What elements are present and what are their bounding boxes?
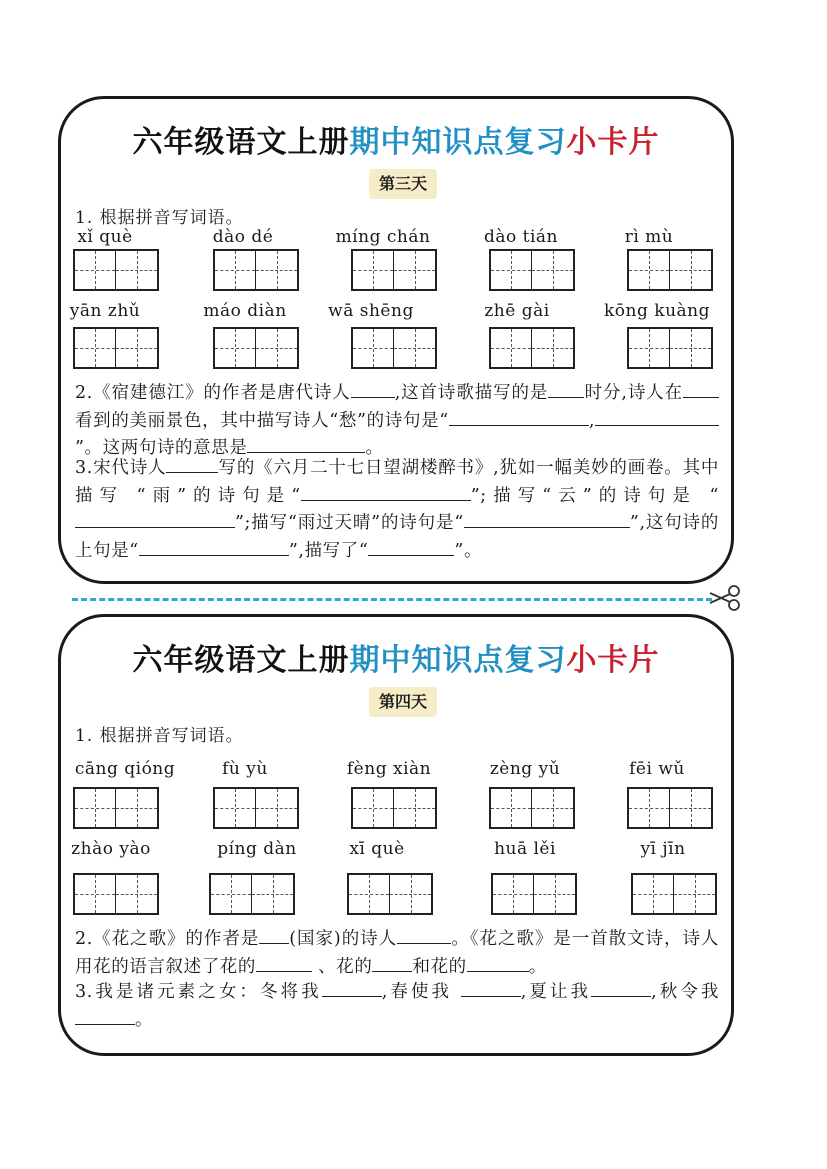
question-2: 2.《宿建德江》的作者是唐代诗人 ,这首诗歌描写的是 时分,诗人在看到的美丽景色，其中描写诗人“愁”的诗句是“ ,”。这两句诗的意思是 。 [75, 379, 719, 462]
answer-blank[interactable] [368, 537, 454, 556]
title-part-grade: 六年级语文上册 [132, 643, 350, 678]
title-part-card: 小卡片 [566, 643, 660, 678]
pinyin-item: huā lěi [494, 839, 556, 859]
answer-blank[interactable] [166, 454, 218, 473]
scissors-icon [708, 584, 742, 612]
answer-blank[interactable] [461, 978, 521, 997]
writing-box[interactable] [489, 249, 575, 291]
pinyin-item: cāng qióng [74, 759, 176, 779]
pinyin-row-1 [61, 759, 731, 785]
pinyin-item: dào dé [212, 227, 274, 247]
title-part-midterm: 期中知识点复习 [349, 643, 567, 678]
pinyin-item: zèng yǔ [489, 759, 561, 779]
writing-grid-row-2 [61, 873, 731, 917]
pinyin-item: yī jīn [640, 839, 686, 859]
answer-blank[interactable] [351, 379, 395, 398]
writing-box[interactable] [491, 873, 577, 915]
review-card-day-3 [58, 96, 734, 584]
answer-blank[interactable] [75, 1006, 135, 1025]
pinyin-item: fēi wǔ [629, 759, 685, 779]
question-1-heading: 1. 根据拼音写词语。 [75, 726, 244, 746]
writing-box[interactable] [631, 873, 717, 915]
pinyin-item: zhē gài [484, 301, 550, 321]
pinyin-item: fù yù [222, 759, 268, 779]
title-part-midterm: 期中知识点复习 [349, 125, 567, 160]
writing-box[interactable] [213, 787, 299, 829]
writing-box[interactable] [489, 327, 575, 369]
pinyin-row-2 [61, 839, 731, 865]
writing-box[interactable] [213, 249, 299, 291]
writing-box[interactable] [213, 327, 299, 369]
answer-blank[interactable] [256, 953, 312, 972]
answer-blank[interactable] [591, 978, 651, 997]
pinyin-item: kōng kuàng [604, 301, 710, 321]
writing-box[interactable] [627, 249, 713, 291]
answer-blank[interactable] [247, 434, 365, 453]
writing-box[interactable] [73, 873, 159, 915]
pinyin-item: wā shēng [328, 301, 414, 321]
question-2: 2.《花之歌》的作者是 (国家)的诗人 。《花之歌》是一首散文诗，诗人用花的语言叙述了花的 、花的 和花的 。 [75, 925, 719, 980]
cut-line [72, 598, 712, 601]
answer-blank[interactable] [467, 953, 529, 972]
writing-grid-row-1 [61, 249, 731, 293]
title-part-card: 小卡片 [566, 125, 660, 160]
pinyin-item: xī què [349, 839, 405, 859]
writing-grid-row-2 [61, 327, 731, 371]
writing-box[interactable] [627, 787, 713, 829]
day-badge: 第三天 [369, 169, 437, 199]
answer-blank[interactable] [322, 978, 382, 997]
answer-blank[interactable] [259, 925, 289, 944]
answer-blank[interactable] [464, 509, 630, 528]
pinyin-item: xǐ què [77, 227, 133, 247]
pinyin-item: zhào yào [71, 839, 151, 859]
writing-box[interactable] [489, 787, 575, 829]
card-title [61, 117, 731, 161]
answer-blank[interactable] [449, 407, 589, 426]
answer-blank[interactable] [372, 953, 412, 972]
writing-box[interactable] [347, 873, 433, 915]
question-3: 3.宋代诗人 写的《六月二十七日望湖楼醉书》,犹如一幅美妙的画卷。其中描写 “雨”的诗句是“ ”;描写“云”的诗句是 “”;描写“雨过天晴”的诗句是“ ”,这句诗的上句是“ ”,描写了“ ”。 [75, 454, 719, 564]
writing-box[interactable] [73, 327, 159, 369]
writing-box[interactable] [209, 873, 295, 915]
pinyin-row-2 [61, 301, 731, 327]
day-badge: 第四天 [369, 687, 437, 717]
answer-blank[interactable] [139, 537, 289, 556]
pinyin-item: rì mù [624, 227, 674, 247]
writing-grid-row-1 [61, 787, 731, 831]
card-title [61, 635, 731, 679]
question-1-heading: 1. 根据拼音写词语。 [75, 208, 244, 228]
pinyin-item: míng chán [335, 227, 431, 247]
writing-box[interactable] [351, 249, 437, 291]
writing-box[interactable] [73, 787, 159, 829]
review-card-day-4 [58, 614, 734, 1056]
answer-blank[interactable] [75, 509, 235, 528]
answer-blank[interactable] [301, 482, 471, 501]
pinyin-item: máo diàn [203, 301, 287, 321]
pinyin-item: yān zhǔ [69, 301, 141, 321]
answer-blank[interactable] [683, 379, 719, 398]
answer-blank[interactable] [595, 407, 719, 426]
pinyin-item: píng dàn [217, 839, 297, 859]
answer-blank[interactable] [548, 379, 584, 398]
title-part-grade: 六年级语文上册 [132, 125, 350, 160]
writing-box[interactable] [351, 327, 437, 369]
answer-blank[interactable] [397, 925, 451, 944]
question-3: 3.我是诸元素之女：冬将我 ,春使我 ,夏让我 ,秋令我。 [75, 978, 719, 1033]
writing-box[interactable] [351, 787, 437, 829]
pinyin-item: fèng xiàn [346, 759, 432, 779]
writing-box[interactable] [73, 249, 159, 291]
pinyin-item: dào tián [483, 227, 558, 247]
writing-box[interactable] [627, 327, 713, 369]
